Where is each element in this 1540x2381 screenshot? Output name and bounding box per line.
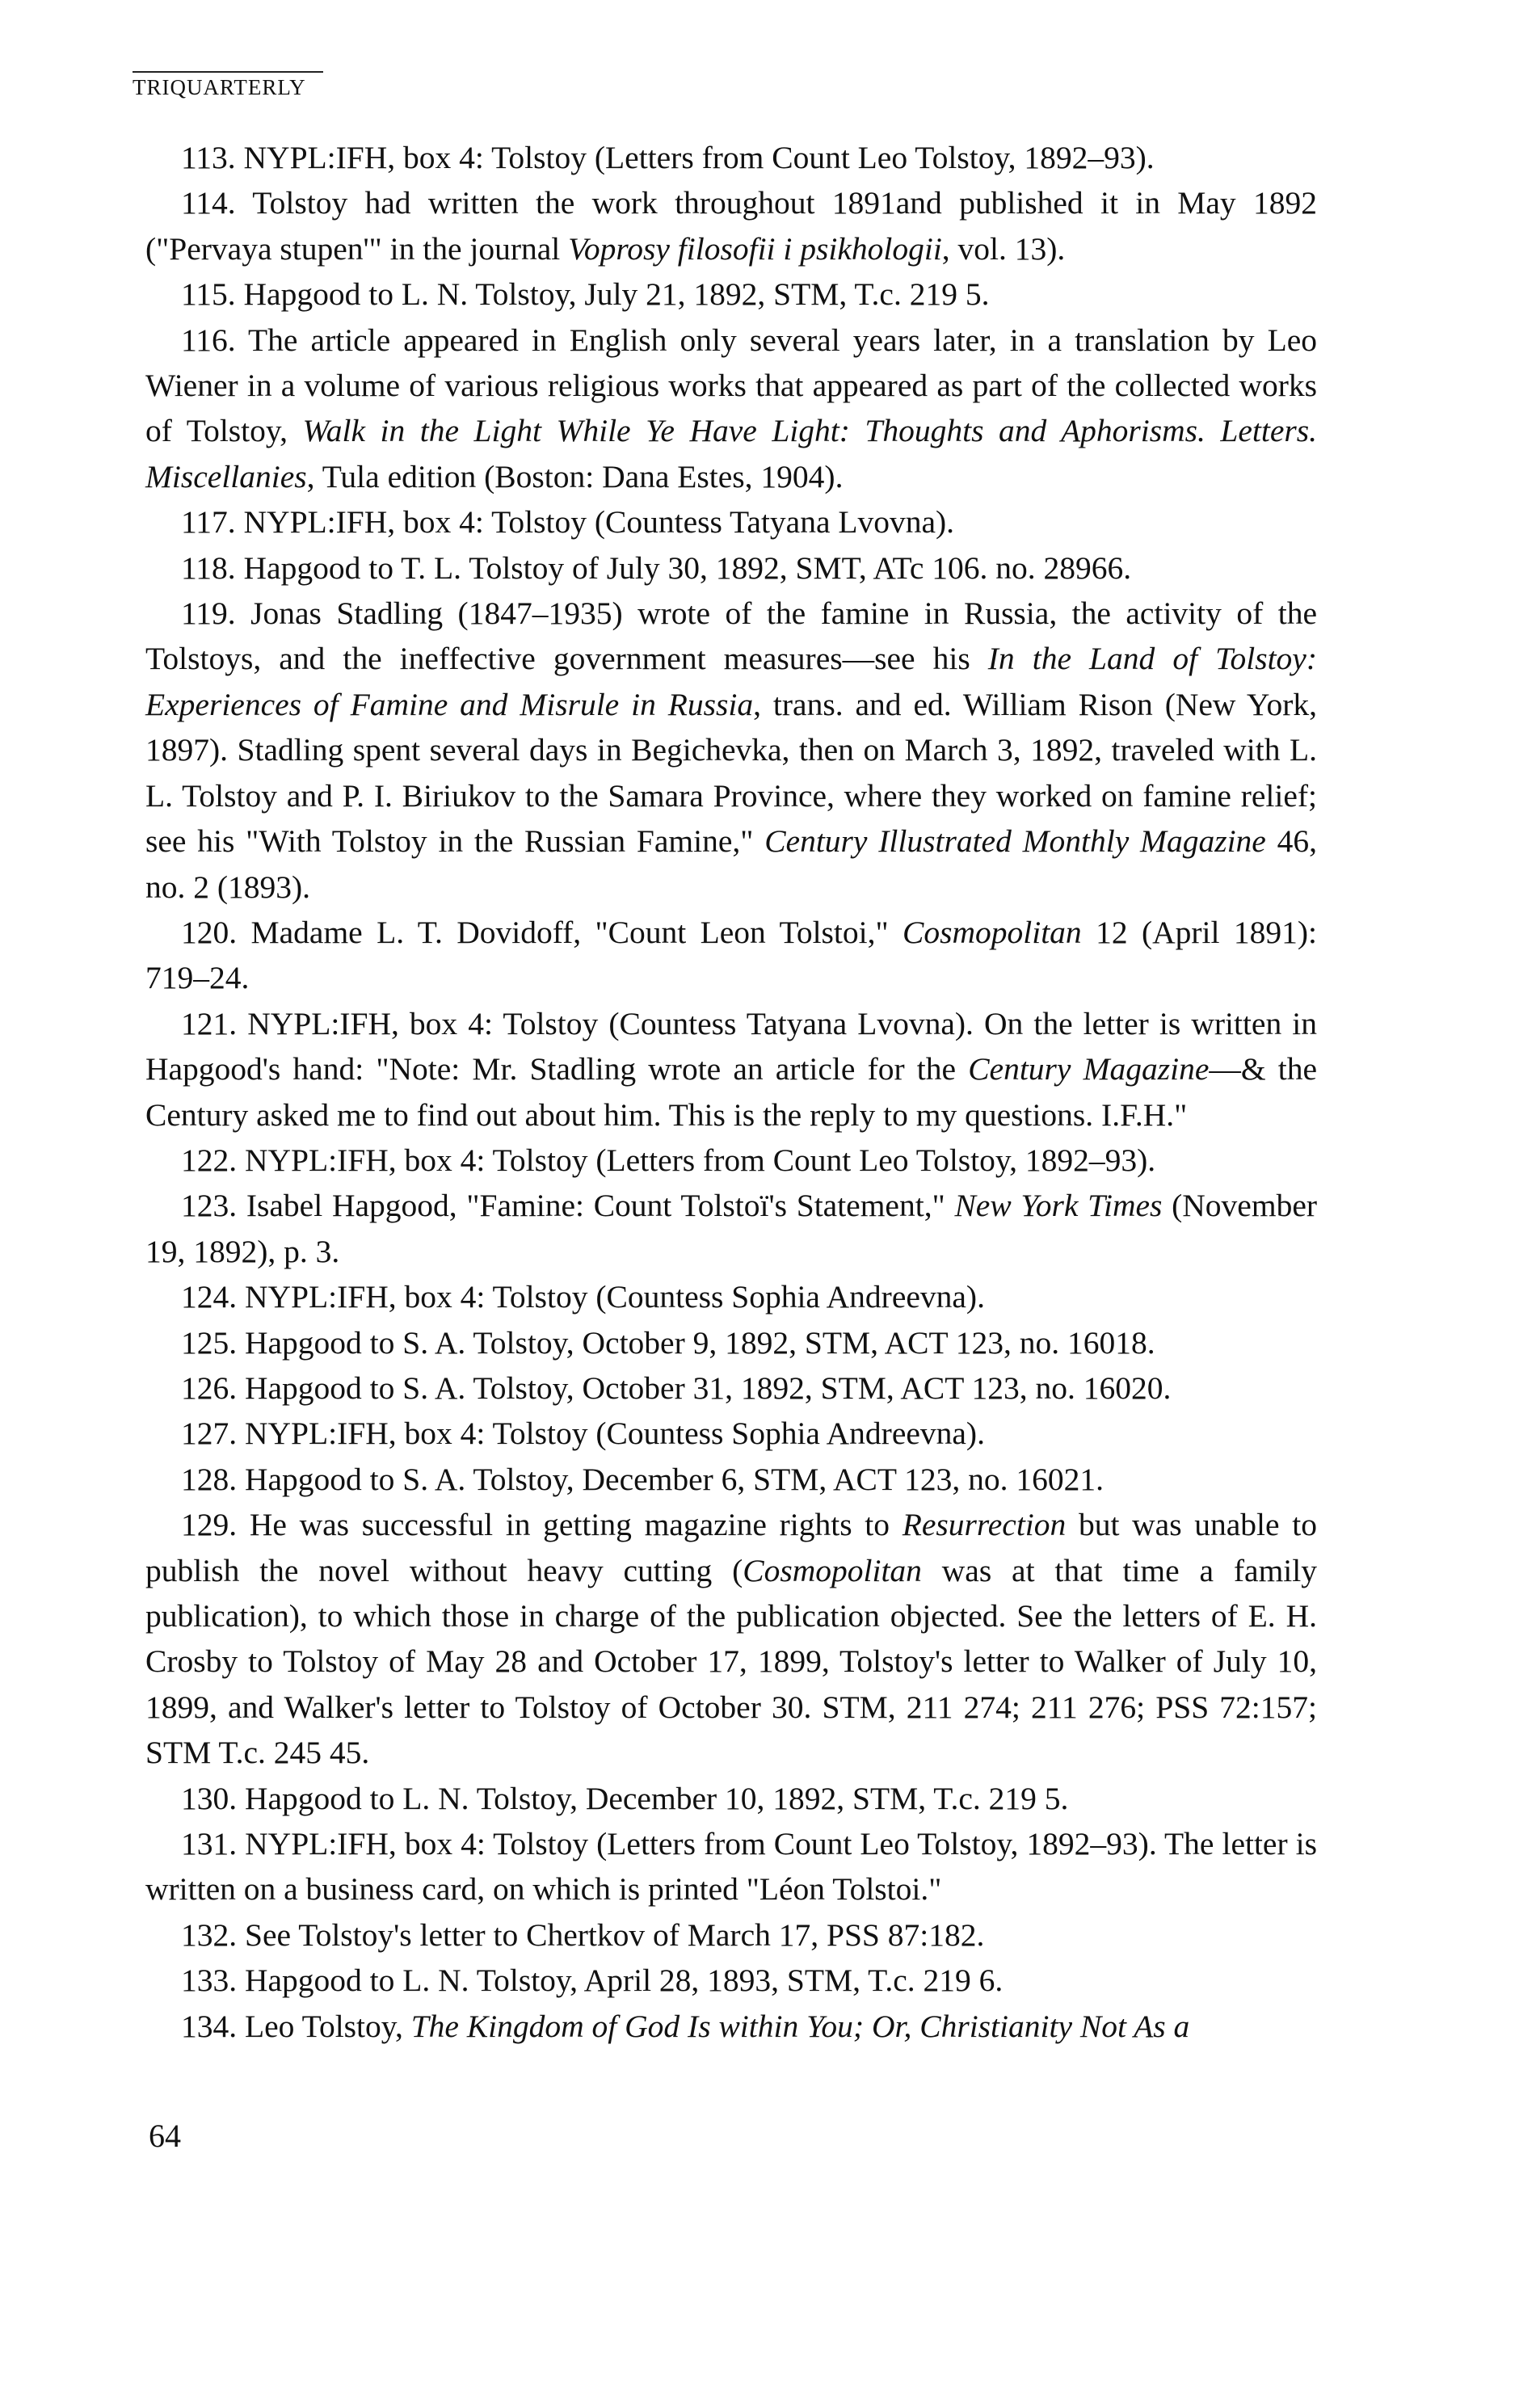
endnote (145, 1502, 1317, 1775)
endnote (145, 271, 1317, 317)
endnote-text: 130. Hapgood to L. N. Tolstoy, December 10, 1892, STM, T.c. 219 5. (181, 1780, 1069, 1816)
endnote-text: 117. NYPL:IFH, box 4: Tolstoy (Countess Tatyana Lvovna). (181, 504, 955, 541)
endnote-italic-title: Voprosy filosofii i psikhologii (568, 230, 942, 267)
endnote-italic-title: Cosmopolitan (903, 914, 1082, 950)
endnote-text: 119. Jonas Stadling (1847–1935) wrote of the famine in Russia, the activity of the Tolstoys, and the ineffective government measures—see his (145, 595, 1317, 677)
endnote-text: 124. NYPL:IFH, box 4: Tolstoy (Countess Sophia Andreevna). (181, 1279, 985, 1315)
endnote-text: 12 (April 1891): 719–24. (145, 914, 1317, 996)
endnote-text: 133. Hapgood to L. N. Tolstoy, April 28, 1893, STM, T.c. 219 6. (181, 1962, 1004, 1999)
endnote-text: —& the Century asked me to find out about him. This is the reply to my questions. I.F.H." (145, 1051, 1317, 1133)
endnote-text: , trans. and ed. William Rison (New York, 1897). Stadling spent several days in Begichevka, then on March 3, 1892, traveled with L. L. Tolstoy and P. I. Biriukov to the Samara Province, where they worked on famine relief; see his "With Tolstoy in the Russian Famine," (145, 686, 1317, 860)
endnote (145, 1457, 1317, 1502)
endnote-text: 118. Hapgood to T. L. Tolstoy of July 30, 1892, SMT, ATc 106. no. 28966. (181, 549, 1132, 586)
endnote-text: 123. Isabel Hapgood, "Famine: Count Tolstoï's Statement," (181, 1188, 955, 1224)
endnote (145, 1912, 1317, 1958)
endnote-italic-title: Cosmopolitan (743, 1552, 922, 1588)
endnote-italic-title: Century Magazine (968, 1051, 1210, 1087)
endnote-text: 127. NYPL:IFH, box 4: Tolstoy (Countess Sophia Andreevna). (181, 1416, 985, 1452)
endnote-text: 121. NYPL:IFH, box 4: Tolstoy (Countess Tatyana Lvovna). On the letter is written in Hapgood's hand: "Note: Mr. Stadling wrote an article for the (145, 1005, 1317, 1087)
endnote-text: , vol. 13). (941, 230, 1066, 267)
endnote-text: 113. NYPL:IFH, box 4: Tolstoy (Letters from Count Leo Tolstoy, 1892–93). (181, 140, 1155, 175)
endnote (145, 545, 1317, 591)
endnote (145, 1001, 1317, 1138)
endnote-text: (November 19, 1892), p. 3. (145, 1188, 1317, 1269)
endnote-text: 126. Hapgood to S. A. Tolstoy, October 31, 1892, STM, ACT 123, no. 16020. (181, 1369, 1172, 1406)
endnote-text: 132. See Tolstoy's letter to Chertkov of March 17, PSS 87:182. (181, 1916, 985, 1953)
endnote-text: 115. Hapgood to L. N. Tolstoy, July 21, 1892, STM, T.c. 219 5. (181, 276, 990, 313)
endnote (145, 910, 1317, 1001)
endnote-text: 114. Tolstoy had written the work throughout 1891and published it in May 1892 ("Pervaya stupen'" in the journal (145, 185, 1317, 267)
endnote (145, 135, 1317, 180)
endnote (145, 1320, 1317, 1365)
endnote (145, 180, 1317, 271)
endnote (145, 1776, 1317, 1821)
endnote (145, 1365, 1317, 1411)
endnote-italic-title: In the Land of Tolstoy: Experiences of Famine and Misrule in Russia (145, 641, 1317, 722)
page-number: 64 (149, 2118, 181, 2154)
endnote-italic-title: Walk in the Light While Ye Have Light: Thoughts and Aphorisms. Letters. Miscellanies (145, 413, 1317, 494)
endnote-text: 46, no. 2 (1893). (145, 823, 1318, 905)
endnote-text: 134. Leo Tolstoy, (181, 2008, 411, 2044)
endnote-italic-title: The Kingdom of God Is within You; Or, Christianity Not As a (410, 2008, 1190, 2044)
endnote-text: 129. He was successful in getting magazine rights to (181, 1507, 903, 1543)
endnote-italic-title: Resurrection (902, 1507, 1067, 1543)
endnote (145, 1183, 1317, 1274)
endnote-italic-title: Century Illustrated Monthly Magazine (764, 823, 1266, 860)
endnote (145, 499, 1317, 545)
endnote-italic-title: New York Times (954, 1188, 1163, 1224)
endnote (145, 318, 1317, 500)
endnote-text: 125. Hapgood to S. A. Tolstoy, October 9, 1892, STM, ACT 123, no. 16018. (181, 1324, 1155, 1361)
endnote (145, 1958, 1317, 2003)
endnote-text: 122. NYPL:IFH, box 4: Tolstoy (Letters from Count Leo Tolstoy, 1892–93). (181, 1142, 1156, 1178)
running-header (133, 71, 323, 103)
endnote-text: , Tula edition (Boston: Dana Estes, 1904). (306, 458, 844, 494)
endnote-text: 116. The article appeared in English only several years later, in a translation by Leo Wiener in a volume of various religious works that appeared as part of the collected works of Tolstoy, (145, 322, 1317, 449)
endnote (145, 2004, 1317, 2049)
endnote-text: 131. NYPL:IFH, box 4: Tolstoy (Letters from Count Leo Tolstoy, 1892–93). The letter is written on a business card, on which is printed "Léon Tolstoi." (145, 1826, 1317, 1908)
endnote-text: was at that time a family publication), to which those in charge of the publication objected. See the letters of E. H. Crosby to Tolstoy of May 28 and October 17, 1899, Tolstoy's letter to Walker of July 10, 1899, and Walker's letter to Tolstoy of October 30. STM, 211 274; 211 276; PSS 72:157; STM T.c. 245 45. (145, 1552, 1317, 1771)
endnote-text: but was unable to publish the novel without heavy cutting ( (145, 1507, 1317, 1588)
endnote-text: 128. Hapgood to S. A. Tolstoy, December 6, STM, ACT 123, no. 16021. (181, 1461, 1104, 1497)
endnote (145, 1138, 1317, 1183)
endnote (145, 591, 1317, 910)
running-header-title: TRIQUARTERLY (133, 75, 306, 99)
endnote (145, 1411, 1317, 1456)
endnote-text: 120. Madame L. T. Dovidoff, "Count Leon Tolstoi," (181, 914, 903, 950)
endnote (145, 1821, 1317, 1912)
endnote (145, 1274, 1317, 1319)
endnotes-list (145, 135, 1317, 2049)
